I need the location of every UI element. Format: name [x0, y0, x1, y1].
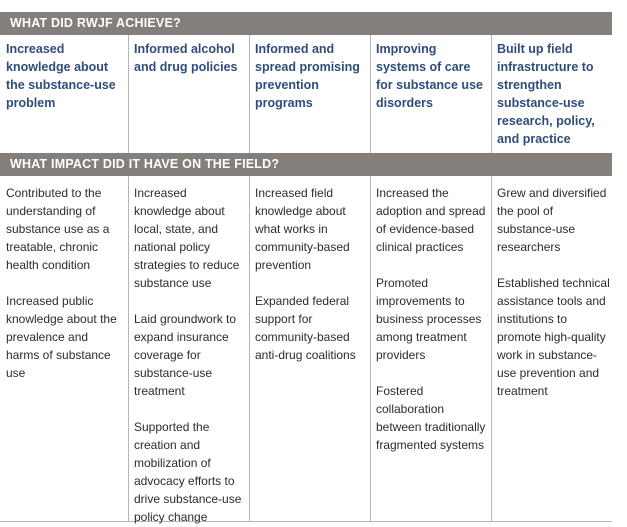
- impact-item: Expanded federal support for community-based anti-drug coalitions: [255, 294, 356, 362]
- impact-column-infrastructure: [497, 184, 611, 400]
- impact-item: Promoted improvements to business processes among treatment providers: [376, 276, 482, 362]
- impact-item: Contributed to the understanding of substance use as a treatable, chronic health condition: [6, 186, 110, 272]
- section-header-impact: WHAT IMPACT DID IT HAVE ON THE FIELD?: [0, 153, 612, 176]
- section-header-achieve: WHAT DID RWJF ACHIEVE?: [0, 12, 612, 35]
- impact-item: Increased knowledge about local, state, and national policy strategies to reduce substance use: [134, 186, 240, 290]
- column-divider: [249, 176, 250, 521]
- impact-item: Established technical assistance tools and institutions to promote high-quality work in substance-use prevention and treatment: [497, 276, 610, 398]
- impact-item: Fostered collaboration between traditionally fragmented systems: [376, 384, 486, 452]
- column-divider: [491, 176, 492, 521]
- impact-column-knowledge: [6, 184, 124, 382]
- impact-column-policies: [134, 184, 246, 526]
- column-divider: [128, 176, 129, 521]
- impact-item: Increased the adoption and spread of evidence-based clinical practices: [376, 186, 486, 254]
- impact-column-prevention: [255, 184, 367, 364]
- table-bottom-rule: [0, 521, 612, 522]
- impact-column-systems-of-care: [376, 184, 486, 454]
- column-divider: [370, 176, 371, 521]
- achievement-heading-policies: Informed alcohol and drug policies: [134, 42, 238, 74]
- impact-item: Increased field knowledge about what works in community-based prevention: [255, 186, 350, 272]
- impact-item: Increased public knowledge about the prevalence and harms of substance use: [6, 294, 117, 380]
- achievement-headings: [0, 40, 612, 150]
- impact-item: Laid groundwork to expand insurance coverage for substance-use treatment: [134, 312, 237, 398]
- achievement-heading-systems-of-care: Improving systems of care for substance use disorders: [376, 42, 483, 110]
- achievement-heading-infrastructure: Built up field infrastructure to strengthen substance-use research, policy, and practice: [497, 42, 595, 146]
- impact-item: Supported the creation and mobilization of advocacy efforts to drive substance-use policy change: [134, 420, 242, 524]
- impact-item: Grew and diversified the pool of substance-use researchers: [497, 186, 607, 254]
- achievement-heading-prevention: Informed and spread promising prevention programs: [255, 42, 360, 110]
- achievement-heading-knowledge: Increased knowledge about the substance-use problem: [6, 42, 116, 110]
